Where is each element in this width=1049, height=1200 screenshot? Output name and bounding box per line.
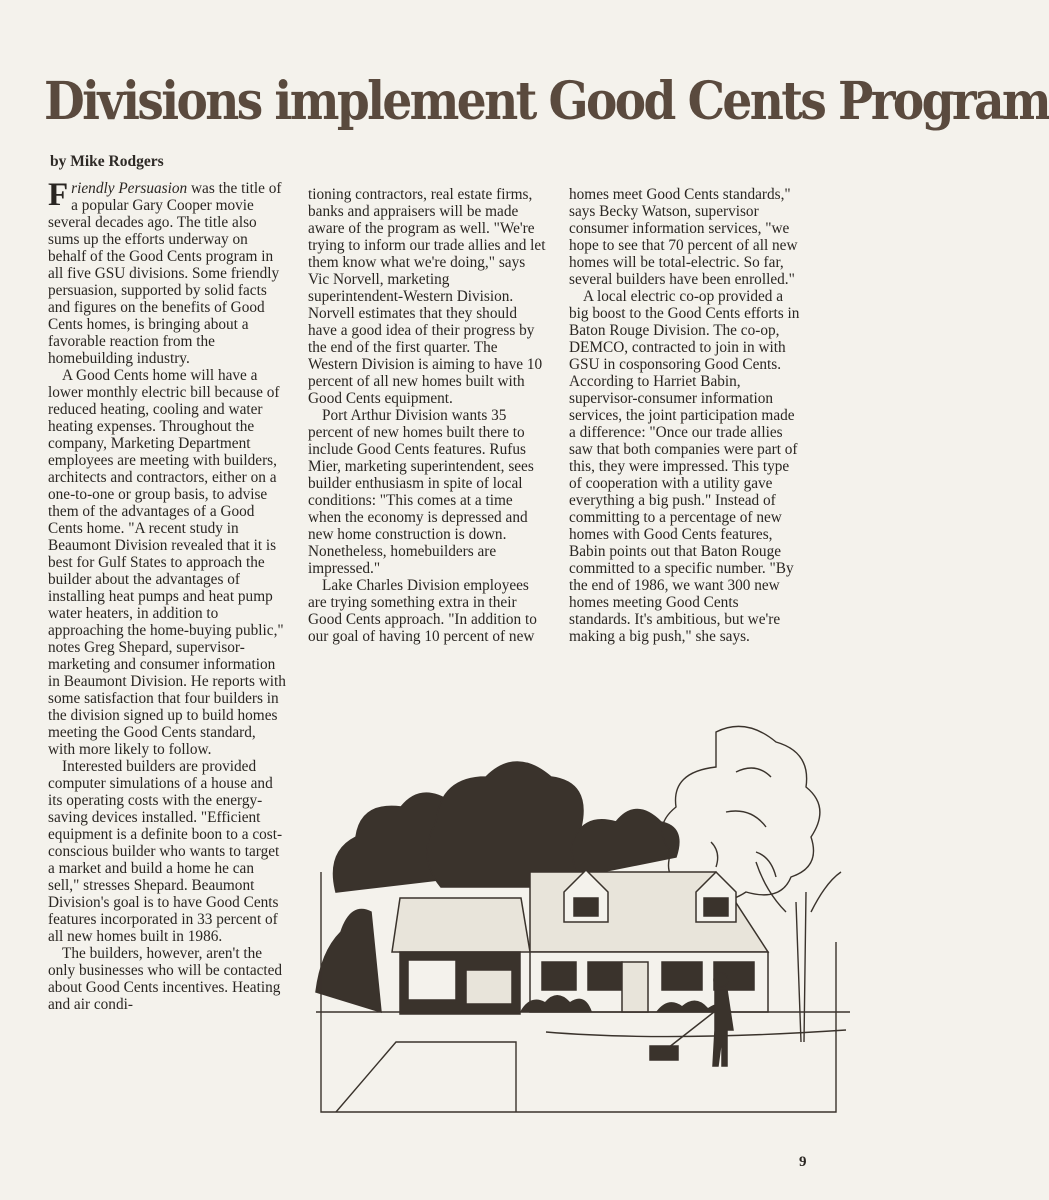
house-window bbox=[542, 962, 576, 990]
paragraph-text: was the title of a popular Gary Cooper movie several decades ago. The title also sums up the efforts underway on behalf of the Good Cents program in all five GSU divisions. Some friendly persuasion, supported by solid facts and figures on the benefits of Good Cents homes, is bringing about a favorable reaction from the homebuilding industry. bbox=[48, 180, 282, 367]
lawn-mower bbox=[650, 1046, 678, 1060]
parked-car bbox=[466, 970, 512, 1004]
paragraph: tioning contractors, real estate firms, banks and appraisers will be made aware of the program as well. "We're trying to inform our trade allies and let them know what we're doing," says Vic Norvell, marketing superintendent-Western Division. Norvell estimates that they should have a good idea of their progress by the end of the first quarter. The Western Division is aiming to have 10 percent of all new homes built with Good Cents equipment. bbox=[308, 186, 546, 407]
garage-roof bbox=[392, 898, 530, 952]
dormer-window bbox=[574, 898, 598, 916]
paragraph: Port Arthur Division wants 35 percent of new homes built there to include Good Cents features. Rufus Mier, marketing superintendent, sees builder enthusiasm in spite of local conditions: "This comes at a time when the economy is depressed and new home construction is down. Nonetheless, homebuilders are impressed." bbox=[308, 407, 534, 577]
house-window bbox=[662, 962, 702, 990]
person-head bbox=[714, 973, 728, 987]
tree-canopy bbox=[571, 810, 679, 878]
paragraph bbox=[48, 177, 286, 367]
dormer-window bbox=[704, 898, 728, 916]
article-headline: Divisions implement Good Cents Program bbox=[44, 70, 1049, 133]
page-number: 9 bbox=[799, 1154, 807, 1170]
paragraph: homes meet Good Cents standards," says Becky Watson, supervisor consumer information services, "we hope to see that 70 percent of all new homes will be total-electric. So far, several builders have been enrolled." bbox=[569, 186, 798, 288]
text-column-3 bbox=[569, 186, 801, 645]
house-window bbox=[588, 962, 622, 990]
film-title: riendly Persuasion bbox=[71, 180, 188, 197]
house-illustration bbox=[316, 712, 850, 1120]
mower-handle bbox=[668, 1012, 714, 1048]
paragraph: The builders, however, aren't the only businesses who will be contacted about Good Cents incentives. Heating and air condi- bbox=[48, 945, 283, 1013]
parked-car bbox=[408, 960, 456, 1000]
paragraph: Lake Charles Division employees are trying something extra in their Good Cents approach. "In addition to our goal of having 10 percent of new bbox=[308, 577, 537, 645]
driveway bbox=[336, 1042, 516, 1112]
tree-canopy bbox=[316, 910, 381, 1013]
text-column-1 bbox=[48, 177, 286, 1013]
paragraph: Interested builders are provided computer simulations of a house and its operating costs with the energy-saving devices installed. "Efficient equipment is a definite boon to a cost-conscious builder who wants to target a market and build a home he can sell," stresses Shepard. Beaumont Division's goal is to have Good Cents features incorporated in 33 percent of all new homes built in 1986. bbox=[48, 758, 283, 945]
tree-canopy bbox=[427, 762, 589, 887]
paragraph: A local electric co-op provided a big boost to the Good Cents efforts in Baton Rouge Division. The co-op, DEMCO, contracted to join in with GSU in cosponsoring Good Cents. According to Harriet Babin, supervisor-consumer information services, the joint participation made a difference: "Once our trade allies saw that both companies were part of this, they were impressed. This type of cooperation with a utility gave everything a big push." Instead of committing to a percentage of new homes with Good Cents features, Babin points out that Baton Rouge committed to a specific number. "By the end of 1986, we want 300 new homes meeting Good Cents standards. It's ambitious, but we're making a big push," she says. bbox=[569, 288, 800, 645]
byline: by Mike Rodgers bbox=[50, 153, 164, 170]
tree-detail bbox=[711, 768, 776, 877]
drop-cap: F bbox=[48, 177, 69, 213]
front-door bbox=[622, 962, 648, 1012]
text-column-2 bbox=[308, 186, 548, 645]
paragraph: A Good Cents home will have a lower monthly electric bill because of reduced heating, cooling and water heating expenses. Throughout the company, Marketing Department employees are meeting with builders, architects and contractors, either on a one-to-one or group basis, to advise them of the advantages of a Good Cents home. "A recent study in Beaumont Division revealed that it is best for Gulf States to approach the builder about the advantages of installing heat pumps and heat pump water heaters, in addition to approaching the home-buying public," notes Greg Shepard, supervisor-marketing and consumer information in Beaumont Division. He reports with some satisfaction that four builders in the division signed up to build homes meeting the Good Cents standard, with more likely to follow. bbox=[48, 367, 286, 758]
